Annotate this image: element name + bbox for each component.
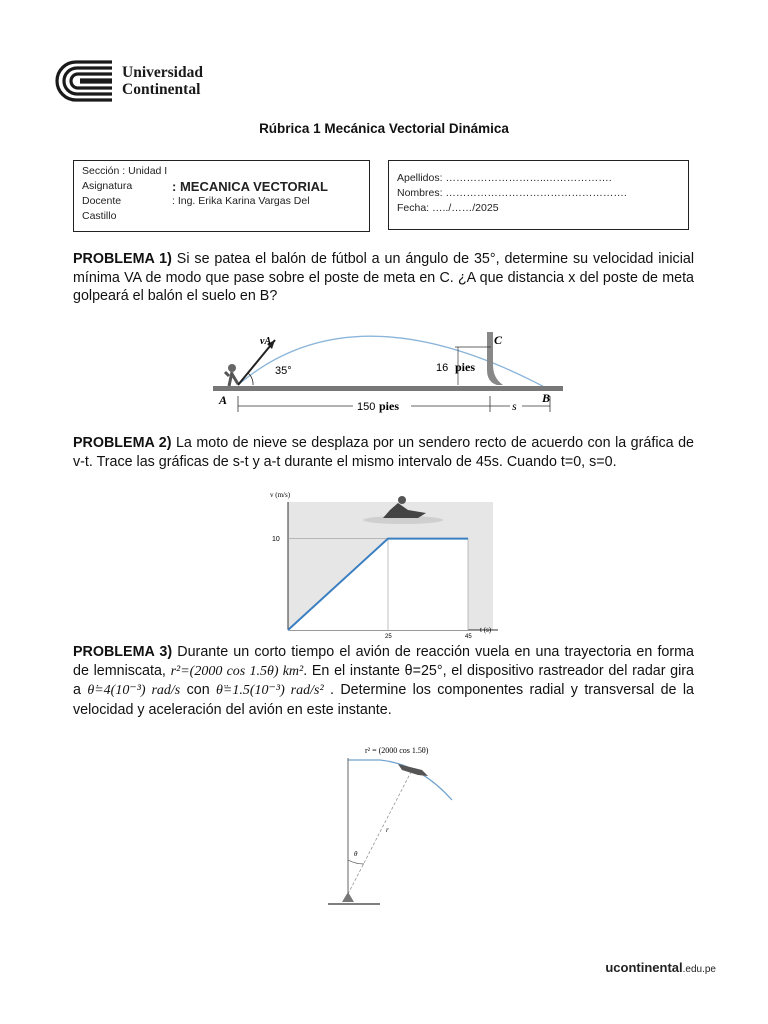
student-info-box [388, 160, 689, 230]
r-label: r [386, 826, 389, 834]
surname-field: Apellidos: ………………………..………………. [397, 172, 612, 184]
problem3-text [73, 643, 694, 719]
problem1-text [73, 250, 694, 306]
problem3-body-d: . Determine los componentes radial y transversal de la velocidad y aceleración del avión en este instante. [73, 682, 694, 718]
logo-line1: Universidad [122, 64, 203, 81]
vA-label: vA [260, 336, 272, 347]
problem2-label: PROBLEMA 2) [73, 435, 172, 451]
A-label: A [219, 393, 228, 407]
problem1-body: Si se patea el balón de fútbol a un ángulo de 35°, determine su velocidad inicial mínima VA de modo que pase sobre el poste de meta en C. ¿A que distancia x del poste de meta golpeará el balón el suelo en B? [73, 251, 695, 304]
teacher-label: Docente [82, 195, 122, 207]
ground [213, 386, 563, 391]
logo-line2: Continental [122, 81, 201, 98]
lemniscate-equation: r²=(2000 cos 1.5θ) km² [170, 663, 304, 679]
footer-domain: .edu.pe [682, 964, 716, 975]
teacher-value: : Ing. Erika Karina Vargas Del [172, 195, 310, 207]
distance-unit: pies [379, 399, 400, 413]
theta-ddot-equation: θ̈=1.5(10⁻³) rad/s² [216, 683, 324, 698]
height-unit: pies [455, 360, 476, 374]
problem3-body-b: . En el instante θ=25°, el dispositivo rastreador del radar gira a [73, 662, 695, 698]
vt-chart [258, 488, 508, 640]
ball-trajectory [238, 336, 550, 390]
logo-mark-icon [50, 58, 114, 104]
subject-label: Asignatura [82, 180, 133, 192]
angle-label: 35° [275, 365, 292, 377]
kicker-icon [225, 364, 238, 386]
distance-number: 150 [357, 401, 376, 413]
course-info-box [73, 160, 370, 232]
problem2-body: La moto de nieve se desplaza por un sendero recto de acuerdo con la gráfica de v-t. Trace las gráficas de s-t y a-t durante el mismo intervalo de 45s. Cuando t=0, s=0. [73, 435, 694, 470]
page-title: Rúbrica 1 Mecánica Vectorial Dinámica [259, 121, 509, 136]
height-number: 16 [436, 362, 449, 374]
y-axis-label: v (m/s) [270, 491, 291, 499]
s-label: s [512, 399, 517, 413]
footer-brand-name: ucontinental [605, 960, 683, 975]
radar-icon [342, 892, 354, 902]
problem1-figure [205, 310, 565, 418]
section-label: Sección : Unidad I [82, 165, 168, 177]
subject-value: : MECANICA VECTORIAL [172, 179, 328, 194]
x-axis-label: t (s) [480, 626, 492, 634]
y-tick-10: 10 [272, 536, 280, 544]
problem3-label: PROBLEMA 3) [73, 644, 173, 660]
C-label: C [494, 333, 503, 347]
theta-label: θ [354, 850, 358, 858]
x-tick-45: 45 [465, 634, 472, 640]
B-label: B [542, 391, 551, 405]
names-field: Nombres: ……………………………………………. [397, 187, 627, 199]
theta-dot-equation: θ̇=4(10⁻³) rad/s [87, 683, 181, 698]
problem2-text [73, 434, 694, 471]
problem3-figure [320, 742, 470, 912]
problem3-body-c: con [180, 682, 217, 698]
teacher-value-cont: Castillo [82, 210, 117, 222]
radar-line [348, 770, 412, 894]
date-field: Fecha: …../……/2025 [397, 202, 499, 214]
footer-brand [605, 960, 716, 975]
x-tick-25: 25 [385, 634, 392, 640]
jet-icon [398, 764, 428, 776]
problem1-label: PROBLEMA 1) [73, 251, 172, 267]
problem3-body-a: Durante un corto tiempo el avión de reacción vuela en una trayectoria en forma de lemniscata, [73, 644, 694, 679]
fig3-equation: r² = (2000 cos 1.5θ) [365, 746, 429, 755]
